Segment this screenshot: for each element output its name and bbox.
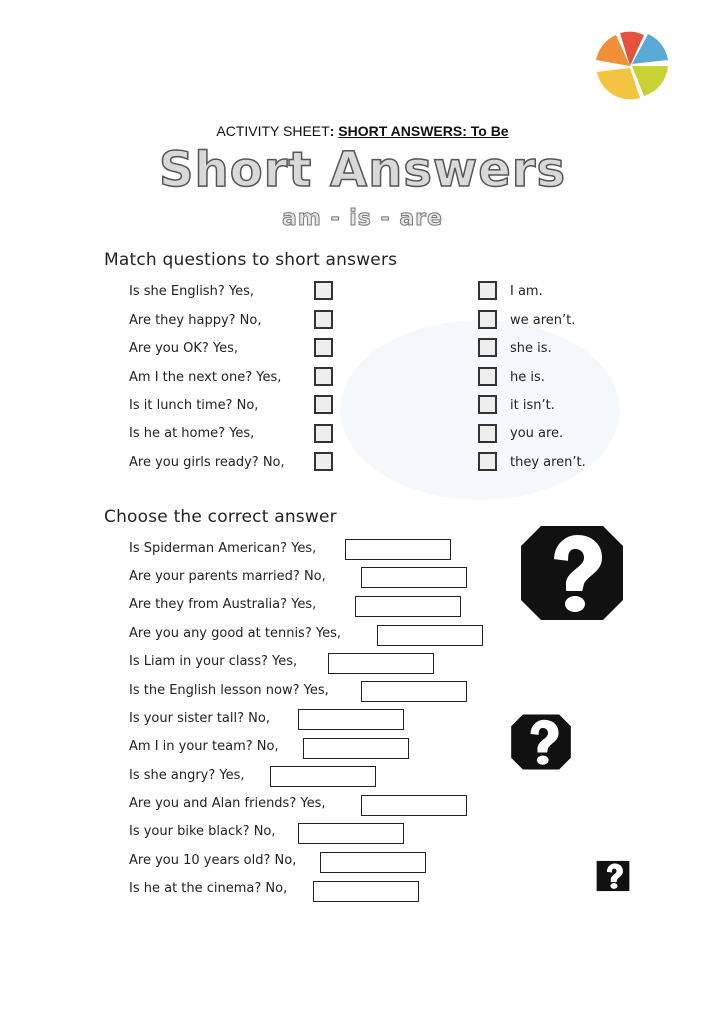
question-checkbox[interactable] [314, 424, 333, 443]
match-question: Is she English? Yes, [129, 284, 254, 299]
match-answer: I am. [510, 284, 543, 299]
answer-checkbox[interactable] [478, 395, 497, 414]
answer-checkbox[interactable] [478, 424, 497, 443]
answer-input-box[interactable] [361, 795, 467, 816]
choose-question: Is she angry? Yes, [129, 768, 245, 783]
answer-input-box[interactable] [328, 653, 434, 674]
question-mark-icon [519, 524, 625, 622]
match-question: Is it lunch time? No, [129, 398, 259, 413]
choose-section-heading: Choose the correct answer [104, 507, 337, 527]
choose-question: Is Spiderman American? Yes, [129, 541, 317, 556]
match-answer: you are. [510, 426, 564, 441]
answer-checkbox[interactable] [478, 452, 497, 471]
choose-question: Are you 10 years old? No, [129, 853, 297, 868]
question-mark-icon [510, 713, 572, 771]
answer-input-box[interactable] [361, 567, 467, 588]
answer-checkbox[interactable] [478, 310, 497, 329]
answer-input-box[interactable] [345, 539, 451, 560]
answer-input-box[interactable] [303, 738, 409, 759]
match-answer: it isn’t. [510, 398, 555, 413]
match-section-heading: Match questions to short answers [104, 250, 398, 270]
header-topic: SHORT ANSWERS: To Be [338, 123, 509, 139]
header-colon: : [329, 123, 335, 139]
answer-input-box[interactable] [320, 852, 426, 873]
question-checkbox[interactable] [314, 452, 333, 471]
match-answer: she is. [510, 341, 552, 356]
answer-input-box[interactable] [313, 881, 419, 902]
choose-question: Is Liam in your class? Yes, [129, 654, 298, 669]
question-mark-icon [596, 860, 630, 892]
question-checkbox[interactable] [314, 310, 333, 329]
answer-input-box[interactable] [270, 766, 376, 787]
match-question: Am I the next one? Yes, [129, 370, 282, 385]
answer-checkbox[interactable] [478, 338, 497, 357]
page-subtitle: am - is - are [282, 206, 443, 231]
choose-question: Are they from Australia? Yes, [129, 597, 317, 612]
choose-question: Am I in your team? No, [129, 739, 279, 754]
choose-question: Is the English lesson now? Yes, [129, 683, 329, 698]
choose-question: Is your bike black? No, [129, 824, 276, 839]
answer-input-box[interactable] [361, 681, 467, 702]
question-checkbox[interactable] [314, 281, 333, 300]
answer-input-box[interactable] [298, 709, 404, 730]
match-question: Is he at home? Yes, [129, 426, 255, 441]
pie-chart-logo-icon [590, 30, 672, 102]
match-question: Are they happy? No, [129, 313, 262, 328]
question-checkbox[interactable] [314, 395, 333, 414]
answer-input-box[interactable] [355, 596, 461, 617]
header-prefix: ACTIVITY SHEET [216, 123, 330, 139]
page-title: Short Answers [158, 142, 567, 198]
choose-question: Are you any good at tennis? Yes, [129, 626, 341, 641]
activity-sheet-header [0, 123, 725, 139]
match-answer: he is. [510, 370, 545, 385]
choose-question: Is he at the cinema? No, [129, 881, 288, 896]
choose-question: Are your parents married? No, [129, 569, 326, 584]
answer-input-box[interactable] [377, 625, 483, 646]
answer-checkbox[interactable] [478, 281, 497, 300]
choose-question: Are you and Alan friends? Yes, [129, 796, 326, 811]
match-answer: they aren’t. [510, 455, 586, 470]
question-checkbox[interactable] [314, 367, 333, 386]
choose-question: Is your sister tall? No, [129, 711, 270, 726]
match-question: Are you OK? Yes, [129, 341, 239, 356]
question-checkbox[interactable] [314, 338, 333, 357]
match-answer: we aren’t. [510, 313, 576, 328]
match-question: Are you girls ready? No, [129, 455, 285, 470]
answer-input-box[interactable] [298, 823, 404, 844]
answer-checkbox[interactable] [478, 367, 497, 386]
